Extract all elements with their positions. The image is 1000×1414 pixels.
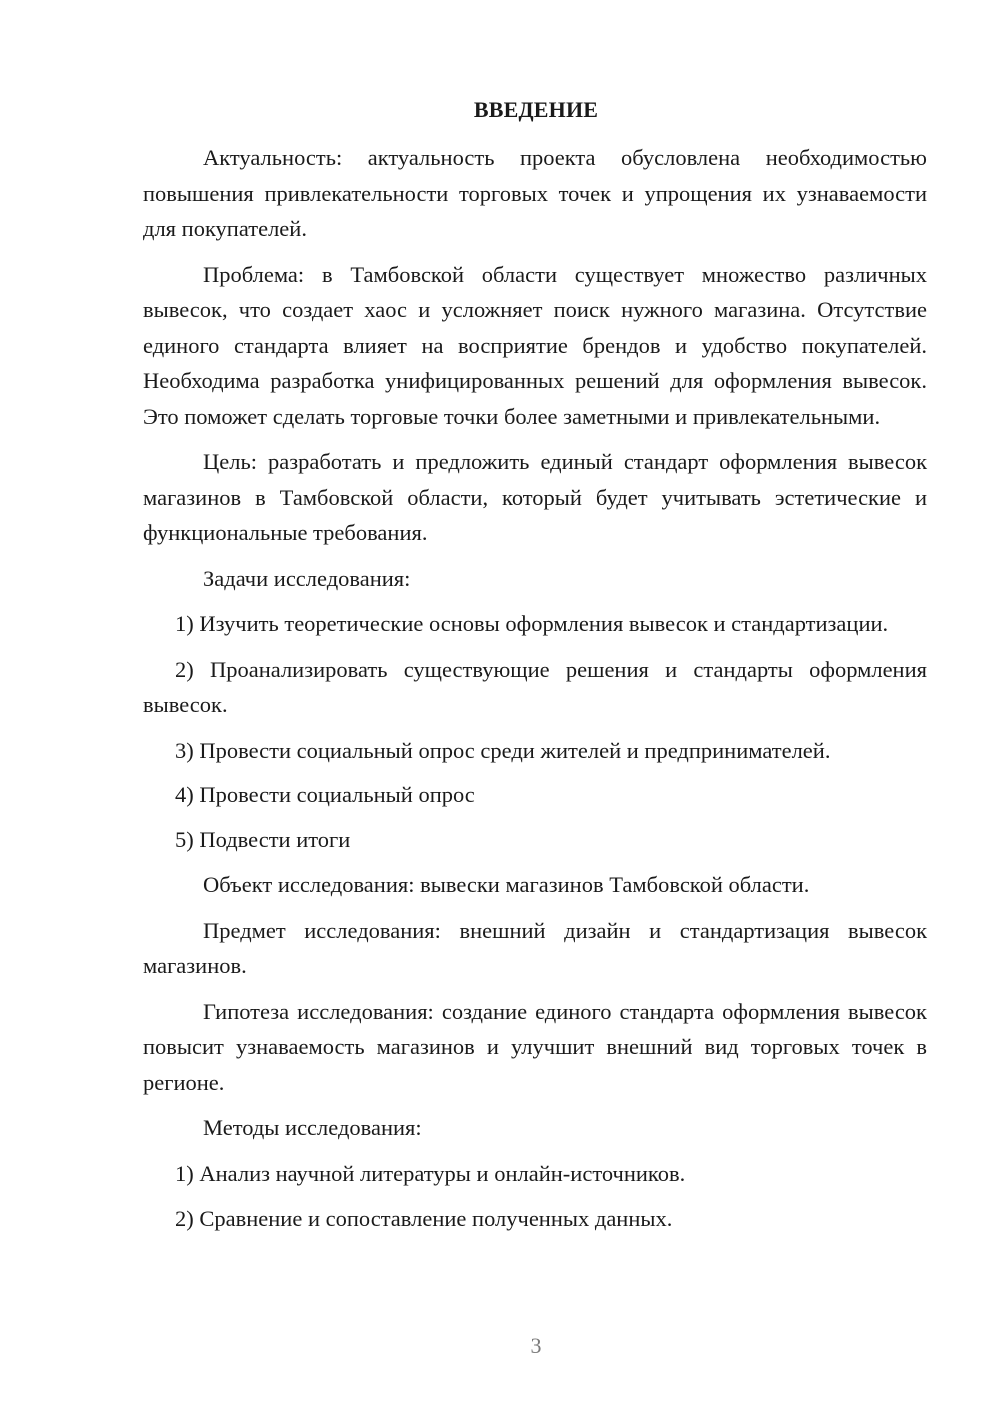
page-number: 3: [530, 1333, 542, 1358]
page-title: ВВЕДЕНИЕ: [473, 97, 599, 122]
method-item: 1) Анализ научной литературы и онлайн-источников.: [175, 1160, 686, 1186]
task-item: 1) Изучить теоретические основы оформления вывесок и стандартизации.: [175, 611, 889, 636]
methods-heading: Методы исследования:: [203, 1115, 422, 1140]
subject-paragraph: Предмет исследования: внешний дизайн и стандартизация вывесок магазинов.: [143, 917, 927, 978]
task-item: 4) Провести социальный опрос: [175, 782, 475, 807]
task-item: 3) Провести социальный опрос среди жителей и предпринимателей.: [175, 737, 831, 763]
method-item: 2) Сравнение и сопоставление полученных данных.: [175, 1206, 673, 1231]
hypothesis-paragraph: Гипотеза исследования: создание единого стандарта оформления вывесок повысит узнаваемость магазинов и улучшит внешний вид торговых точек в регионе.: [143, 998, 927, 1095]
relevance-paragraph: Актуальность: актуальность проекта обусловлена необходимостью повышения привлекательности торговых точек и упрощения их узнаваемости для покупателей.: [143, 145, 927, 241]
document-body: [143, 140, 927, 1237]
goal-paragraph: Цель: разработать и предложить единый стандарт оформления вывесок магазинов в Тамбовской области, который будет учитывать эстетические и функциональные требования.: [143, 449, 927, 545]
task-item: 2) Проанализировать существующие решения и стандарты оформления вывесок.: [143, 656, 927, 717]
object-paragraph: Объект исследования: вывески магазинов Тамбовской области.: [203, 872, 810, 897]
problem-paragraph: Проблема: в Тамбовской области существует множество различных вывесок, что создает хаос и усложняет поиск нужного магазина. Отсутствие единого стандарта влияет на восприятие брендов и удобство покупателей. Необходима разработка унифицированных решений для оформления вывесок. Это поможет сделать торговые точки более заметными и привлекательными.: [143, 261, 927, 429]
task-item: 5) Подвести итоги: [175, 826, 351, 852]
tasks-heading: Задачи исследования:: [203, 565, 411, 591]
